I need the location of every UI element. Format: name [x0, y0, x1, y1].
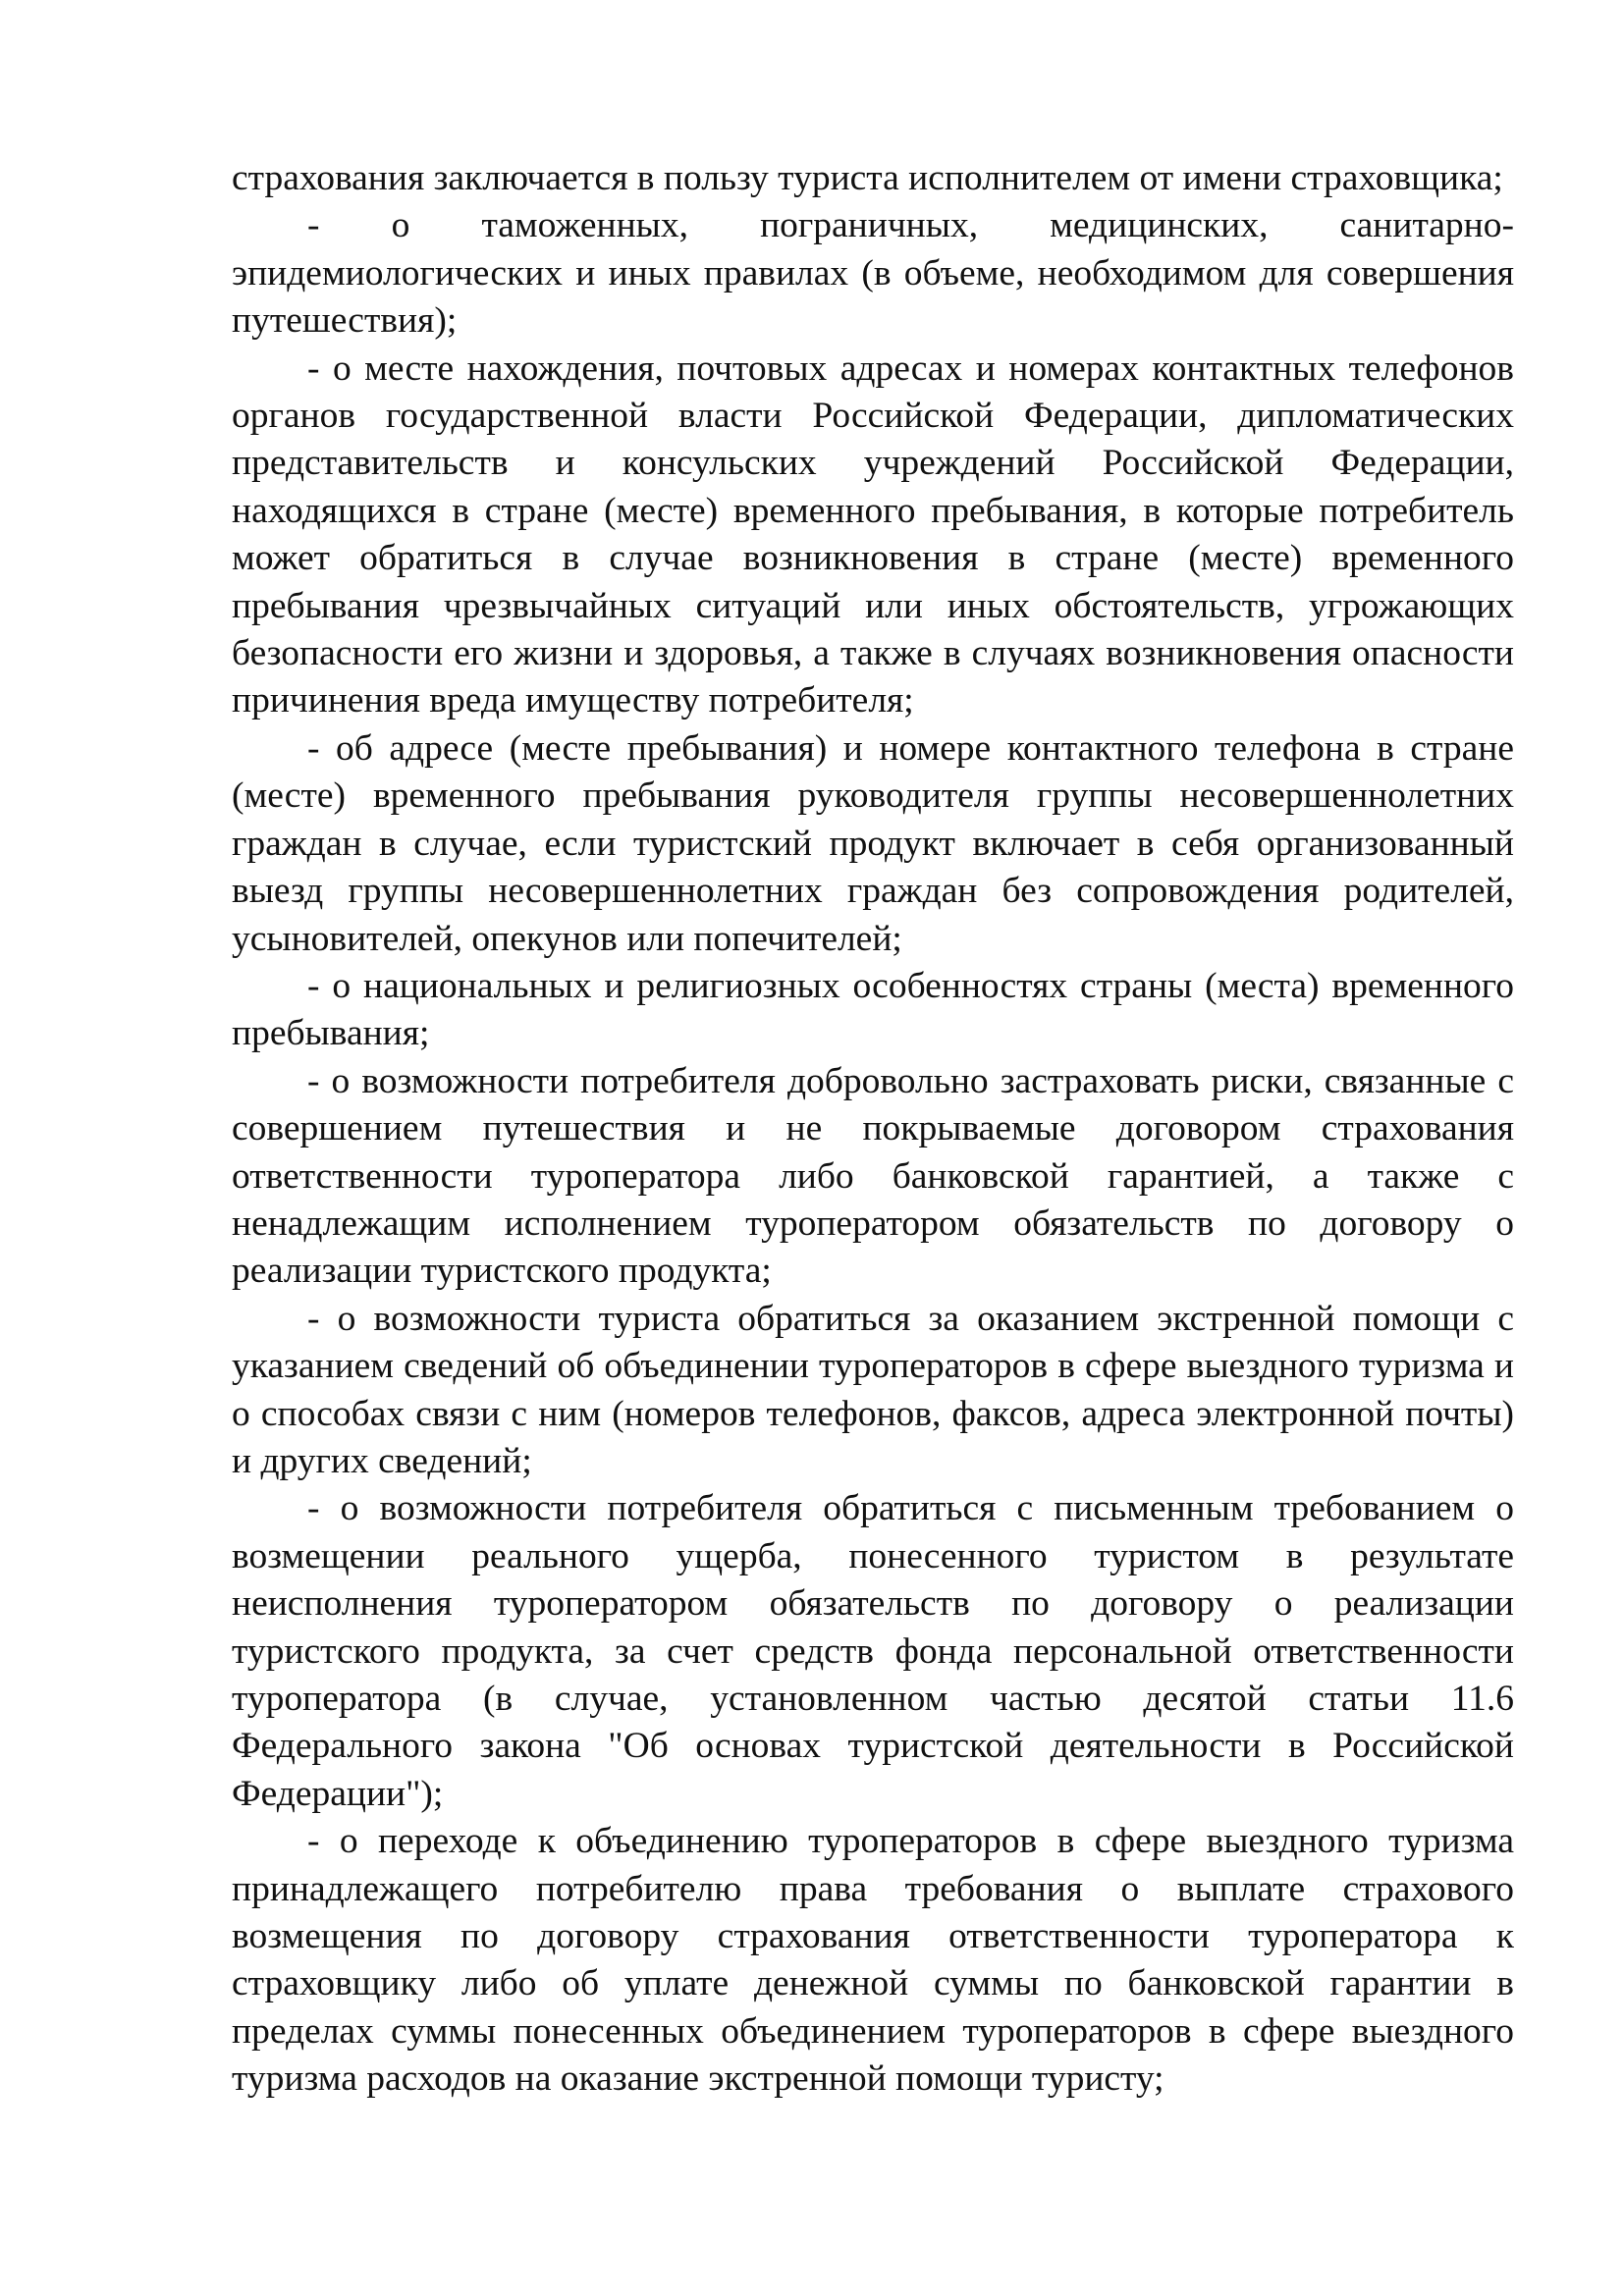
paragraph-customs-rules: - о таможенных, пограничных, медицинских, санитарно-эпидемиологических и иных правилах (в объеме, необходимом для совершения путешествия);	[232, 205, 1514, 342]
paragraph-national-features: - о национальных и религиозных особенностях страны (места) временного пребывания;	[232, 965, 1514, 1054]
document-page	[232, 155, 1514, 2104]
paragraph-damage-compensation: - о возможности потребителя обратиться с письменным требованием о возмещении реального ущерба, понесенного туристом в результате неисполнения туроператором обязательств по договору о реализации туристского продукта, за счет средств фонда персональной ответственности туроператора (в случае, установленном частью десятой статьи 11.6 Федерального закона "Об основах туристской деятельности в Российской Федерации");	[232, 1488, 1514, 1814]
paragraph-emergency-assistance: - о возможности туриста обратиться за оказанием экстренной помощи с указанием сведений об объединении туроператоров в сфере выездного туризма и о способах связи с ним (номеров телефонов, факсов, адреса электронной почты) и других сведений;	[232, 1298, 1514, 1481]
paragraph-government-contacts: - о месте нахождения, почтовых адресах и номерах контактных телефонов органов государственной власти Российской Федерации, дипломатических представительств и консульских учреждений Российской Федерации, находящихся в стране (месте) временного пребывания, в которые потребитель может обратиться в случае возникновения в стране (месте) временного пребывания чрезвычайных ситуаций или иных обстоятельств, угрожающих безопасности его жизни и здоровья, а также в случаях возникновения опасности причинения вреда имуществу потребителя;	[232, 347, 1514, 721]
paragraph-claim-transfer: - о переходе к объединению туроператоров в сфере выездного туризма принадлежащего потребителю права требования о выплате страхового возмещения по договору страхования ответственности туроператора к страховщику либо об уплате денежной суммы по банковской гарантии в пределах суммы понесенных объединением туроператоров в сфере выездного туризма расходов на оказание экстренной помощи туристу;	[232, 1821, 1514, 2100]
paragraph-voluntary-insurance: - о возможности потребителя добровольно застраховать риски, связанные с совершением путешествия и не покрываемые договором страхования ответственности туроператора либо банковской гарантией, а также с ненадлежащим исполнением туроператором обязательств по договору о реализации туристского продукта;	[232, 1060, 1514, 1292]
paragraph-group-leader-contact: - об адресе (месте пребывания) и номере контактного телефона в стране (месте) временного пребывания руководителя группы несовершеннолетних граждан в случае, если туристский продукт включает в себя организованный выезд группы несовершеннолетних граждан без сопровождения родителей, усыновителей, опекунов или попечителей;	[232, 727, 1514, 959]
paragraph-insurance-continuation: страхования заключается в пользу туриста исполнителем от имени страховщика;	[232, 158, 1503, 198]
